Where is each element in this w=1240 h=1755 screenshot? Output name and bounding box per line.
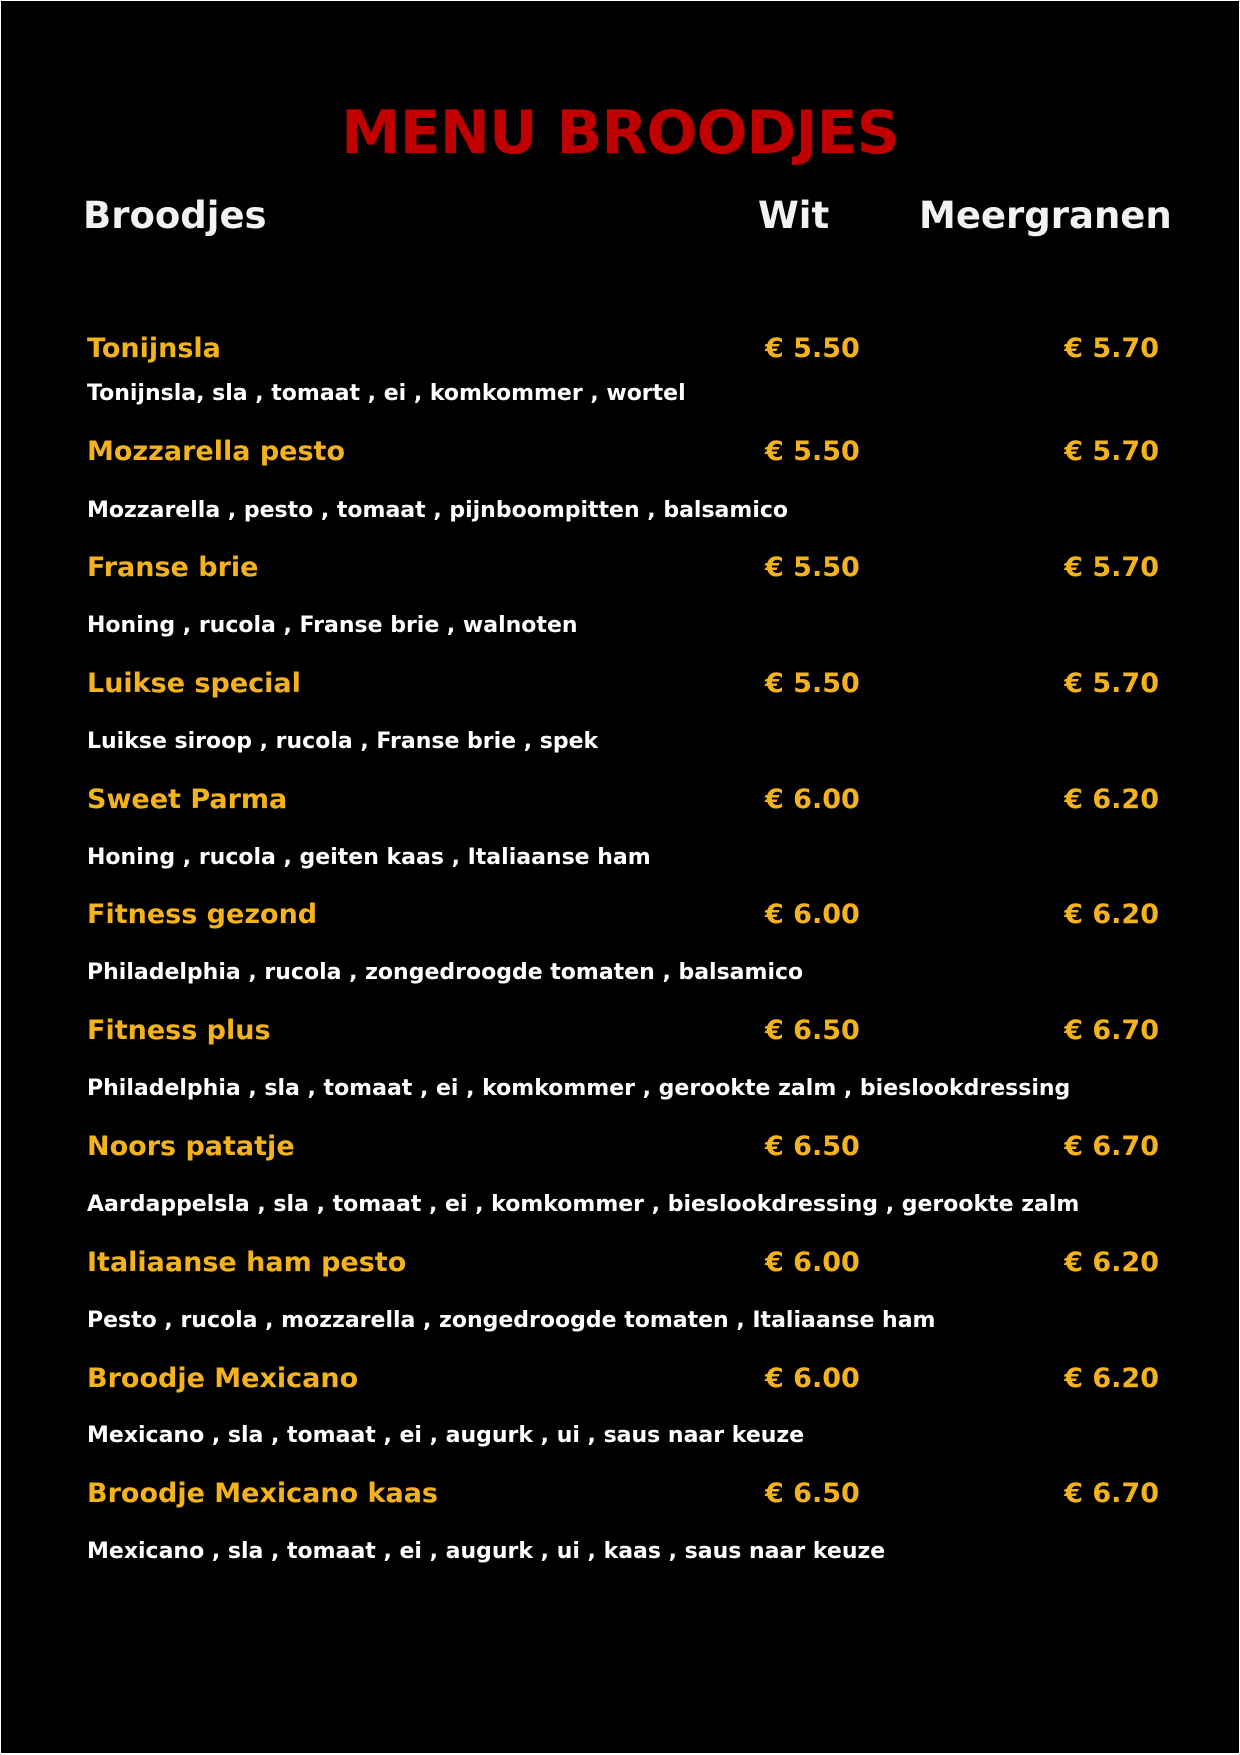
price-meergranen: € 6.70 bbox=[1064, 1015, 1159, 1046]
item-description: Pesto , rucola , mozzarella , zongedroogde tomaten , Italiaanse ham bbox=[87, 1308, 936, 1333]
price-wit: € 5.50 bbox=[765, 552, 860, 583]
item-name: Luikse special bbox=[87, 668, 301, 699]
price-wit: € 6.00 bbox=[765, 1363, 860, 1394]
page-title: MENU BROODJES bbox=[341, 98, 899, 168]
item-name: Fitness plus bbox=[87, 1015, 271, 1046]
price-meergranen: € 6.20 bbox=[1064, 899, 1159, 930]
item-description: Honing , rucola , Franse brie , walnoten bbox=[87, 613, 578, 638]
column-header-wit: Wit bbox=[758, 194, 830, 237]
item-name: Noors patatje bbox=[87, 1131, 295, 1162]
item-name: Italiaanse ham pesto bbox=[87, 1247, 407, 1278]
price-meergranen: € 5.70 bbox=[1064, 552, 1159, 583]
item-description: Philadelphia , rucola , zongedroogde tomaten , balsamico bbox=[87, 960, 804, 985]
price-wit: € 6.50 bbox=[765, 1478, 860, 1509]
menu-page bbox=[1, 1, 1239, 1753]
price-wit: € 6.00 bbox=[765, 1247, 860, 1278]
item-name: Tonijnsla bbox=[87, 333, 221, 364]
item-name: Franse brie bbox=[87, 552, 259, 583]
price-wit: € 5.50 bbox=[765, 668, 860, 699]
price-meergranen: € 6.20 bbox=[1064, 1247, 1159, 1278]
item-description: Honing , rucola , geiten kaas , Italiaanse ham bbox=[87, 845, 651, 870]
price-meergranen: € 5.70 bbox=[1064, 668, 1159, 699]
item-description: Aardappelsla , sla , tomaat , ei , komkommer , bieslookdressing , gerookte zalm bbox=[87, 1192, 1080, 1217]
item-name: Mozzarella pesto bbox=[87, 436, 345, 467]
item-description: Philadelphia , sla , tomaat , ei , komkommer , gerookte zalm , bieslookdressing bbox=[87, 1076, 1071, 1101]
item-name: Broodje Mexicano kaas bbox=[87, 1478, 438, 1509]
item-description: Tonijnsla, sla , tomaat , ei , komkommer , wortel bbox=[87, 381, 686, 406]
price-wit: € 6.50 bbox=[765, 1015, 860, 1046]
price-wit: € 5.50 bbox=[765, 436, 860, 467]
column-header-broodjes: Broodjes bbox=[83, 194, 267, 237]
column-header-meergranen: Meergranen bbox=[919, 194, 1172, 237]
item-description: Mexicano , sla , tomaat , ei , augurk , ui , kaas , saus naar keuze bbox=[87, 1539, 886, 1564]
price-meergranen: € 5.70 bbox=[1064, 436, 1159, 467]
item-name: Broodje Mexicano bbox=[87, 1363, 359, 1394]
price-wit: € 6.50 bbox=[765, 1131, 860, 1162]
price-meergranen: € 6.70 bbox=[1064, 1131, 1159, 1162]
price-meergranen: € 6.70 bbox=[1064, 1478, 1159, 1509]
item-description: Mozzarella , pesto , tomaat , pijnboompitten , balsamico bbox=[87, 498, 789, 523]
item-name: Sweet Parma bbox=[87, 784, 288, 815]
item-description: Luikse siroop , rucola , Franse brie , spek bbox=[87, 729, 599, 754]
price-meergranen: € 6.20 bbox=[1064, 1363, 1159, 1394]
price-wit: € 6.00 bbox=[765, 784, 860, 815]
item-description: Mexicano , sla , tomaat , ei , augurk , ui , saus naar keuze bbox=[87, 1423, 805, 1448]
price-wit: € 5.50 bbox=[765, 333, 860, 364]
price-wit: € 6.00 bbox=[765, 899, 860, 930]
item-name: Fitness gezond bbox=[87, 899, 318, 930]
price-meergranen: € 6.20 bbox=[1064, 784, 1159, 815]
price-meergranen: € 5.70 bbox=[1064, 333, 1159, 364]
